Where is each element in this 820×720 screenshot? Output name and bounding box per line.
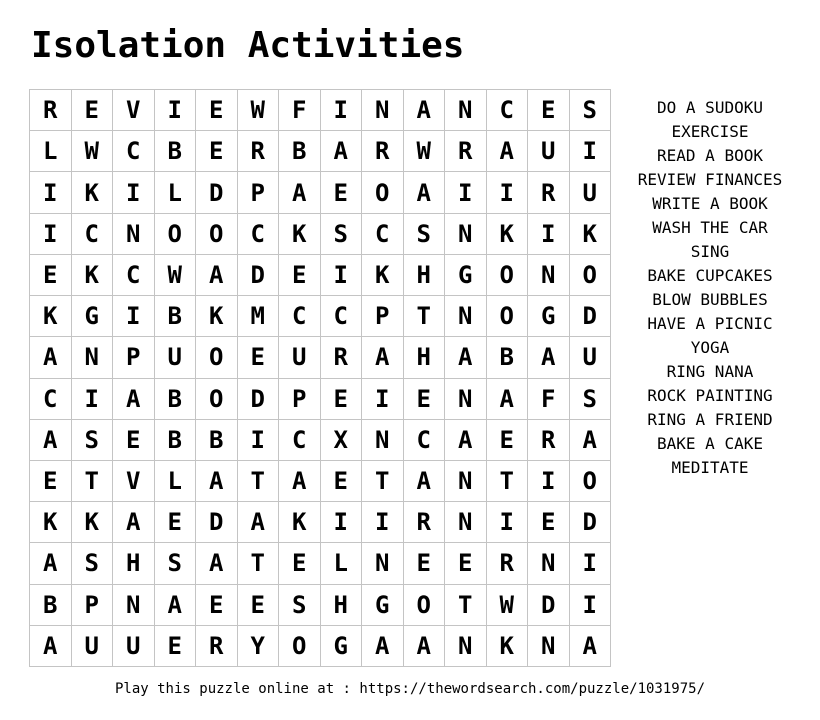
grid-cell: I <box>445 172 487 213</box>
word-list-item: BAKE CUPCAKES <box>647 266 773 285</box>
grid-cell: E <box>30 255 72 296</box>
grid-cell: C <box>30 379 72 420</box>
footer-text: Play this puzzle online at : https://thewordsearch.com/puzzle/1031975/ <box>114 681 705 697</box>
grid-cell: A <box>445 420 487 461</box>
word-list-item: WASH THE CAR <box>652 218 768 237</box>
grid-cell: K <box>72 502 114 543</box>
grid-cell: N <box>528 543 570 584</box>
grid-cell: B <box>487 337 529 378</box>
grid-cell: R <box>404 502 446 543</box>
grid-cell: A <box>279 461 321 502</box>
grid-cell: A <box>30 543 72 584</box>
grid-cell: N <box>445 461 487 502</box>
grid-cell: F <box>279 90 321 131</box>
grid-cell: I <box>30 214 72 255</box>
grid-cell: C <box>238 214 280 255</box>
grid-cell: I <box>30 172 72 213</box>
word-list-item: READ A BOOK <box>657 146 763 165</box>
grid-cell: O <box>196 337 238 378</box>
grid-cell: N <box>528 255 570 296</box>
grid-cell: H <box>404 255 446 296</box>
word-list-item: DO A SUDOKU <box>657 98 763 117</box>
grid-cell: R <box>30 90 72 131</box>
grid-cell: E <box>528 502 570 543</box>
grid-cell: A <box>404 172 446 213</box>
word-list-item: REVIEW FINANCES <box>637 170 783 189</box>
grid-cell: O <box>404 585 446 626</box>
grid-cell: B <box>155 420 197 461</box>
grid-cell: K <box>30 296 72 337</box>
grid-cell: N <box>528 626 570 667</box>
grid-cell: K <box>487 214 529 255</box>
grid-cell: I <box>570 543 612 584</box>
grid-cell: T <box>72 461 114 502</box>
grid-cell: C <box>279 296 321 337</box>
grid-cell: A <box>30 420 72 461</box>
grid-cell: I <box>362 502 404 543</box>
grid-cell: S <box>570 90 612 131</box>
grid-cell: O <box>279 626 321 667</box>
grid-cell: D <box>196 172 238 213</box>
grid-cell: E <box>445 543 487 584</box>
grid-cell: S <box>570 379 612 420</box>
grid-cell: B <box>279 131 321 172</box>
grid-cell: K <box>279 502 321 543</box>
grid-cell: I <box>113 296 155 337</box>
grid-cell: E <box>487 420 529 461</box>
word-list-item: HAVE A PICNIC <box>647 314 773 333</box>
grid-cell: U <box>528 131 570 172</box>
grid-cell: E <box>321 461 363 502</box>
grid-cell: H <box>404 337 446 378</box>
grid-cell: V <box>113 90 155 131</box>
grid-cell: F <box>528 379 570 420</box>
grid-cell: C <box>72 214 114 255</box>
grid-cell: P <box>113 337 155 378</box>
grid-cell: A <box>155 585 197 626</box>
grid-cell: E <box>155 502 197 543</box>
grid-cell: D <box>570 296 612 337</box>
grid-cell: A <box>113 502 155 543</box>
grid-cell: D <box>238 379 280 420</box>
grid-cell: A <box>445 337 487 378</box>
grid-cell: E <box>113 420 155 461</box>
grid-cell: R <box>196 626 238 667</box>
grid-cell: A <box>30 337 72 378</box>
grid-cell: D <box>570 502 612 543</box>
grid-cell: I <box>321 502 363 543</box>
grid-cell: K <box>570 214 612 255</box>
grid-cell: N <box>72 337 114 378</box>
grid-cell: A <box>196 255 238 296</box>
grid-cell: T <box>404 296 446 337</box>
grid-cell: E <box>196 131 238 172</box>
grid-cell: N <box>113 585 155 626</box>
grid-cell: O <box>487 296 529 337</box>
grid-cell: M <box>238 296 280 337</box>
grid-cell: E <box>404 543 446 584</box>
grid-cell: S <box>72 543 114 584</box>
grid-cell: D <box>238 255 280 296</box>
grid-cell: U <box>113 626 155 667</box>
grid-cell: O <box>196 379 238 420</box>
grid-cell: A <box>113 379 155 420</box>
grid-cell: A <box>196 543 238 584</box>
grid-cell: I <box>113 172 155 213</box>
grid-cell: O <box>196 214 238 255</box>
grid-cell: L <box>321 543 363 584</box>
grid-cell: E <box>196 585 238 626</box>
word-list-item: BLOW BUBBLES <box>652 290 768 309</box>
grid-cell: N <box>445 90 487 131</box>
grid-cell: P <box>238 172 280 213</box>
grid-cell: L <box>155 172 197 213</box>
grid-cell: E <box>30 461 72 502</box>
grid-cell: H <box>321 585 363 626</box>
grid-cell: T <box>445 585 487 626</box>
grid-cell: A <box>321 131 363 172</box>
grid-cell: E <box>321 172 363 213</box>
grid-cell: E <box>238 337 280 378</box>
word-list <box>620 96 800 480</box>
grid-cell: T <box>362 461 404 502</box>
grid-cell: G <box>362 585 404 626</box>
grid-cell: C <box>362 214 404 255</box>
grid-cell: V <box>113 461 155 502</box>
grid-cell: A <box>196 461 238 502</box>
grid-cell: A <box>362 626 404 667</box>
grid-cell: E <box>72 90 114 131</box>
grid-cell: C <box>321 296 363 337</box>
grid-cell: T <box>238 461 280 502</box>
grid-cell: R <box>321 337 363 378</box>
grid-cell: I <box>570 131 612 172</box>
grid-cell: O <box>570 461 612 502</box>
grid-cell: R <box>528 420 570 461</box>
grid-cell: A <box>404 461 446 502</box>
grid-cell: W <box>238 90 280 131</box>
grid-cell: R <box>528 172 570 213</box>
grid-cell: S <box>72 420 114 461</box>
grid-cell: O <box>570 255 612 296</box>
grid-cell: U <box>279 337 321 378</box>
grid-cell: U <box>570 337 612 378</box>
grid-cell: S <box>321 214 363 255</box>
grid-cell: I <box>487 502 529 543</box>
grid-cell: T <box>487 461 529 502</box>
grid-cell: A <box>570 626 612 667</box>
grid-cell: B <box>155 296 197 337</box>
grid-cell: A <box>528 337 570 378</box>
grid-cell: E <box>279 255 321 296</box>
grid-cell: G <box>528 296 570 337</box>
grid-cell: Y <box>238 626 280 667</box>
word-list-item: YOGA <box>690 338 730 357</box>
word-list-item: ROCK PAINTING <box>647 386 773 405</box>
grid-cell: W <box>72 131 114 172</box>
grid-cell: U <box>155 337 197 378</box>
grid-cell: K <box>196 296 238 337</box>
grid-cell: G <box>321 626 363 667</box>
grid-cell: W <box>404 131 446 172</box>
grid-cell: A <box>404 626 446 667</box>
grid-cell: I <box>238 420 280 461</box>
grid-cell: T <box>238 543 280 584</box>
grid-cell: U <box>72 626 114 667</box>
grid-cell: R <box>362 131 404 172</box>
grid-cell: N <box>445 502 487 543</box>
grid-cell: S <box>404 214 446 255</box>
grid-cell: L <box>30 131 72 172</box>
grid-cell: G <box>445 255 487 296</box>
grid-cell: K <box>487 626 529 667</box>
grid-cell: I <box>528 214 570 255</box>
grid-cell: A <box>404 90 446 131</box>
grid-cell: P <box>72 585 114 626</box>
grid-cell: S <box>279 585 321 626</box>
grid-cell: B <box>155 379 197 420</box>
grid-cell: P <box>279 379 321 420</box>
grid-cell: I <box>321 255 363 296</box>
grid-cell: E <box>279 543 321 584</box>
grid-cell: I <box>72 379 114 420</box>
word-list-item: WRITE A BOOK <box>652 194 768 213</box>
grid-cell: I <box>487 172 529 213</box>
grid-cell: N <box>445 296 487 337</box>
grid-cell: N <box>362 543 404 584</box>
grid-cell: K <box>362 255 404 296</box>
grid-cell: C <box>279 420 321 461</box>
grid-cell: I <box>362 379 404 420</box>
grid-cell: K <box>72 255 114 296</box>
grid-cell: O <box>362 172 404 213</box>
word-list-item: RING A FRIEND <box>647 410 773 429</box>
grid-cell: C <box>487 90 529 131</box>
grid-cell: X <box>321 420 363 461</box>
grid-cell: B <box>30 585 72 626</box>
grid-cell: A <box>30 626 72 667</box>
word-list-item: EXERCISE <box>671 122 749 141</box>
grid-cell: W <box>155 255 197 296</box>
grid-cell: A <box>487 379 529 420</box>
grid-cell: E <box>155 626 197 667</box>
grid-cell: L <box>155 461 197 502</box>
grid-cell: D <box>196 502 238 543</box>
grid-cell: C <box>113 131 155 172</box>
grid-cell: O <box>155 214 197 255</box>
grid-cell: N <box>362 420 404 461</box>
grid-cell: I <box>155 90 197 131</box>
grid-cell: A <box>570 420 612 461</box>
letter-grid <box>29 89 611 667</box>
grid-cell: N <box>362 90 404 131</box>
word-list-item: RING NANA <box>666 362 754 381</box>
grid-cell: N <box>445 214 487 255</box>
grid-cell: K <box>30 502 72 543</box>
grid-cell: R <box>445 131 487 172</box>
grid-cell: C <box>404 420 446 461</box>
grid-cell: B <box>155 131 197 172</box>
grid-cell: N <box>445 379 487 420</box>
word-list-item: SING <box>690 242 730 261</box>
grid-cell: E <box>196 90 238 131</box>
grid-cell: R <box>487 543 529 584</box>
grid-cell: P <box>362 296 404 337</box>
grid-cell: I <box>528 461 570 502</box>
grid-cell: E <box>321 379 363 420</box>
grid-cell: C <box>113 255 155 296</box>
grid-cell: N <box>113 214 155 255</box>
grid-cell: H <box>113 543 155 584</box>
grid-cell: B <box>196 420 238 461</box>
grid-cell: I <box>570 585 612 626</box>
grid-cell: O <box>487 255 529 296</box>
grid-cell: K <box>279 214 321 255</box>
grid-cell: A <box>238 502 280 543</box>
word-list-item: MEDITATE <box>671 458 749 477</box>
word-list-item: BAKE A CAKE <box>657 434 763 453</box>
grid-cell: W <box>487 585 529 626</box>
grid-cell: E <box>238 585 280 626</box>
grid-cell: D <box>528 585 570 626</box>
grid-cell: A <box>279 172 321 213</box>
grid-cell: K <box>72 172 114 213</box>
grid-cell: E <box>404 379 446 420</box>
grid-cell: S <box>155 543 197 584</box>
grid-cell: A <box>362 337 404 378</box>
grid-cell: I <box>321 90 363 131</box>
page-title: Isolation Activities <box>31 25 465 66</box>
grid-cell: N <box>445 626 487 667</box>
grid-cell: U <box>570 172 612 213</box>
grid-cell: G <box>72 296 114 337</box>
grid-cell: R <box>238 131 280 172</box>
grid-cell: E <box>528 90 570 131</box>
grid-cell: A <box>487 131 529 172</box>
